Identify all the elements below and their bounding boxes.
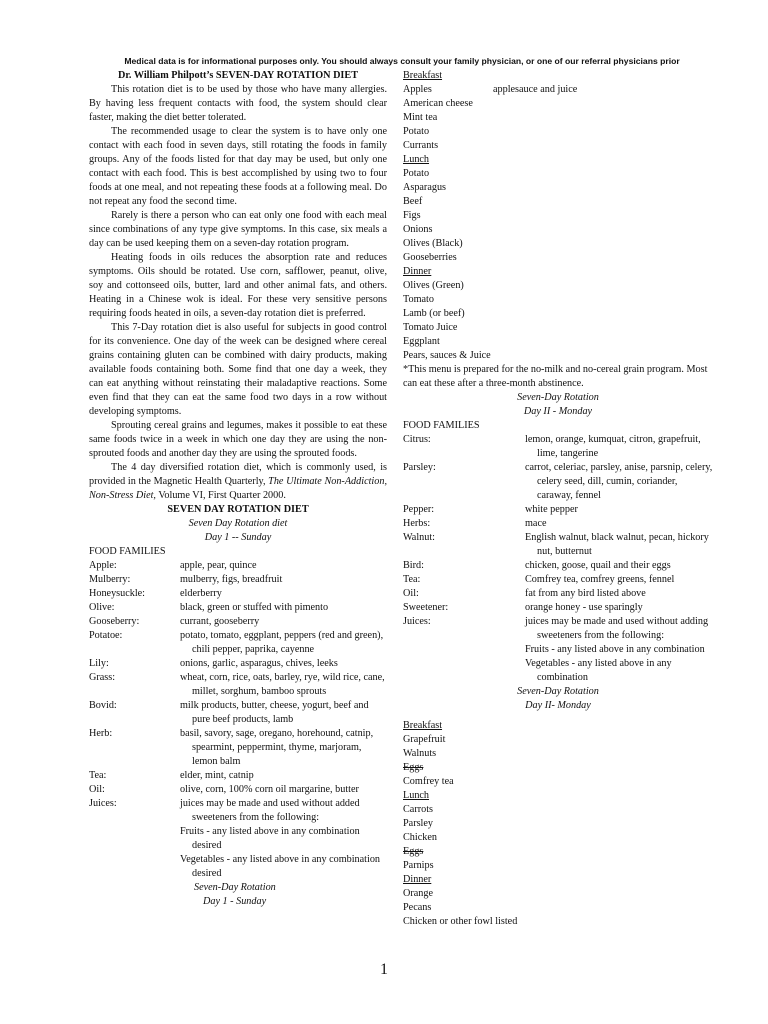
menu-item: American cheese [403, 98, 473, 109]
food-family-text: juices may be made and used without added sweeteners from the following: [180, 798, 360, 823]
food-family-members [180, 671, 387, 699]
food-family-name: Oil: [403, 588, 419, 599]
food-family-members [525, 573, 713, 587]
food-family-text: Fruits - any listed above in any combination desired [180, 826, 360, 851]
food-family-row [89, 671, 387, 699]
applesauce-note: applesauce and juice [493, 84, 578, 95]
food-family-name: Potatoe: [89, 630, 123, 641]
food-family-row [403, 601, 713, 615]
food-family-members [180, 559, 387, 573]
food-family-members [180, 587, 387, 601]
food-family-text: currant, gooseberry [180, 616, 260, 627]
menu-item: Pecans [403, 902, 432, 913]
day1-day-label: Day 1 -- Sunday [204, 532, 272, 543]
menu-item: Olives (Black) [403, 238, 463, 249]
breakfast-first-row [403, 83, 713, 97]
food-family-members [180, 601, 387, 615]
menu-item: Asparagus [403, 182, 447, 193]
menu-item: Figs [403, 210, 421, 221]
food-family-row [403, 615, 713, 685]
food-family-row [89, 727, 387, 769]
food-family-text: orange honey - use sparingly [525, 602, 643, 613]
day1-footer-day: Day 1 - Sunday [203, 896, 267, 907]
food-family-text: chicken, goose, quail and their eggs [525, 560, 671, 571]
food-family-members [525, 531, 713, 559]
ref-title: The Ultimate Non-Addiction, Non-Stress Diet, [89, 476, 387, 501]
food-family-row [89, 797, 387, 881]
food-family-text: fat from any bird listed above [525, 588, 646, 599]
food-family-text: wheat, corn, rice, oats, barley, rye, wild rice, cane, millet, sorghum, bamboo sprouts [180, 672, 385, 697]
food-family-name: Honeysuckle: [89, 588, 146, 599]
menu-item: Potato [403, 126, 430, 137]
food-family-name: Apple: [89, 560, 117, 571]
menu-item: Eggplant [403, 336, 440, 347]
ref-text: The 4 day diversified rotation diet, which is commonly used, is provided in the Magnetic Health Quarterly, [89, 462, 387, 487]
menu-note: *This menu is prepared for the no-milk and no-cereal grain program. Most can eat these after a three-month abstinence. [403, 364, 708, 389]
food-family-text: potato, tomato, eggplant, peppers (red and green), chili pepper, paprika, cayenne [180, 630, 384, 655]
menu-item: Parsley [403, 818, 433, 829]
food-family-members [180, 629, 387, 657]
day2-food-families [403, 433, 713, 685]
menu-item: Eggs [403, 846, 424, 857]
food-family-name: Mulberry: [89, 574, 131, 585]
food-family-text: Comfrey tea, comfrey greens, fennel [525, 574, 675, 585]
food-family-name: Herbs: [403, 518, 431, 529]
food-family-members [525, 461, 713, 503]
menu-item: Pears, sauces & Juice [403, 350, 491, 361]
food-family-text: olive, corn, 100% corn oil margarine, butter [180, 784, 359, 795]
food-family-text: mace [525, 518, 547, 529]
food-family-members [180, 573, 387, 587]
food-families-heading: FOOD FAMILIES [403, 420, 480, 431]
food-family-name: Juices: [403, 616, 431, 627]
food-family-name: Pepper: [403, 504, 435, 515]
food-family-text: Fruits - any listed above in any combination [525, 644, 705, 655]
food-family-row [89, 699, 387, 727]
food-family-name: Tea: [89, 770, 107, 781]
food-family-text: basil, savory, sage, oregano, horehound, catnip, spearmint, peppermint, thyme, marjoram, lemon balm [180, 728, 374, 767]
menu-item: Mint tea [403, 112, 438, 123]
food-family-text: apple, pear, quince [180, 560, 257, 571]
food-family-row [89, 601, 387, 615]
food-family-text: elderberry [180, 588, 222, 599]
menu-item: Chicken or other fowl listed [403, 916, 518, 927]
paragraph: Rarely is there a person who can eat only one food with each meal since combinations of any type give symptoms. In this case, six meals a day can be used keeping them on a seven-day rotation program. [89, 210, 387, 249]
menu-item: Beef [403, 196, 423, 207]
food-family-members [180, 727, 387, 769]
day1-lunch-list [403, 167, 713, 265]
dinner-heading: Dinner [403, 266, 432, 277]
food-family-row [89, 615, 387, 629]
menu-item: Olives (Green) [403, 280, 464, 291]
food-family-members [525, 559, 713, 573]
paragraph: The recommended usage to clear the system is to have only one contact with each food in seven days, still rotating the foods in family groups. Any of the foods listed for that day may be used, but only one contact with each food. This is best accomplished by using two to four foods at one meal, and not repeating these foods at a following meal. Do not repeat any food the second time. [89, 126, 387, 207]
menu-item: Onions [403, 224, 433, 235]
food-family-name: Citrus: [403, 434, 431, 445]
food-family-text: juices may be made and used without adding sweeteners from the following: [525, 616, 709, 641]
day2-day-label: Day II - Monday [523, 406, 593, 417]
food-family-members [525, 601, 713, 615]
food-family-row [89, 559, 387, 573]
page-number: 1 [380, 961, 388, 978]
food-family-name: Olive: [89, 602, 115, 613]
food-family-name: Tea: [403, 574, 421, 585]
disclaimer: Medical data is for informational purposes only. You should always consult your family physician, or one of our referral physicians prior [124, 56, 680, 66]
food-family-name: Sweetener: [403, 602, 449, 613]
food-family-name: Lily: [89, 658, 109, 669]
food-family-name: Bird: [403, 560, 424, 571]
menu-item: Eggs [403, 762, 424, 773]
food-family-members [180, 657, 387, 671]
food-family-text: mulberry, figs, breadfruit [180, 574, 283, 585]
food-family-row [403, 587, 713, 601]
food-family-name: Gooseberry: [89, 616, 140, 627]
day2-footer-day: Day II- Monday [525, 700, 591, 711]
menu-item: Walnuts [403, 748, 437, 759]
day1-subtitle: Seven Day Rotation diet [188, 518, 288, 529]
paragraph: Sprouting cereal grains and legumes, makes it possible to eat these same foods twice in a week in which one day they are using the non-sprouted foods and another day they are using the sprouted foods. [89, 420, 387, 459]
ref-text-end: Volume VI, First Quarter 2000. [155, 490, 286, 501]
day1-dinner-list [403, 279, 713, 363]
food-family-members [525, 433, 713, 461]
menu-item: Lamb (or beef) [403, 308, 465, 319]
right-column [403, 69, 713, 929]
food-family-row [403, 503, 713, 517]
food-family-text: elder, mint, catnip [180, 770, 254, 781]
food-family-text: Vegetables - any listed above in any combination [525, 658, 672, 683]
paragraph: This rotation diet is to be used by those who have many allergies. By having less frequent contacts with food, the system should clear faster, making the diet better tolerated. [89, 84, 387, 123]
breakfast-heading: Breakfast [403, 720, 443, 731]
food-family-members [525, 517, 713, 531]
menu-item: Carrots [403, 804, 433, 815]
menu-item: Tomato [403, 294, 434, 305]
day1-food-families [89, 559, 387, 881]
menu-item: Comfrey tea [403, 776, 454, 787]
food-family-row [403, 461, 713, 503]
dinner-heading: Dinner [403, 874, 432, 885]
food-family-row [403, 531, 713, 559]
diet-title: Dr. William Philpott’s SEVEN-DAY ROTATION DIET [117, 70, 358, 81]
food-family-members [525, 615, 713, 685]
food-family-row [89, 657, 387, 671]
menu-item: Grapefruit [403, 734, 446, 745]
day2-footer-title: Seven-Day Rotation [517, 686, 599, 697]
food-family-text: Vegetables - any listed above in any combination desired [180, 854, 381, 879]
food-family-members [525, 503, 713, 517]
food-family-text: onions, garlic, asparagus, chives, leeks [180, 658, 338, 669]
menu-item: Apples [403, 84, 432, 95]
food-family-row [89, 769, 387, 783]
menu-item: Gooseberries [403, 252, 457, 263]
left-column [89, 69, 387, 909]
menu-item: Parnips [403, 860, 434, 871]
food-family-row [89, 573, 387, 587]
food-family-name: Oil: [89, 784, 105, 795]
food-family-name: Juices: [89, 798, 117, 809]
food-family-name: Bovid: [89, 700, 117, 711]
food-family-row [403, 517, 713, 531]
food-family-name: Grass: [89, 672, 116, 683]
menu-item: Currants [403, 140, 439, 151]
day2-subtitle: Seven-Day Rotation [517, 392, 599, 403]
food-family-members [525, 587, 713, 601]
reference-paragraph [89, 461, 387, 503]
food-family-members [180, 797, 387, 881]
food-family-name: Herb: [89, 728, 113, 739]
food-family-members [180, 769, 387, 783]
paragraph: This 7-Day rotation diet is also useful for subjects in good control for its convenience. One day of the week can be designed where cereal grains containing gluten can be combined with dairy products, making available foods containing both. Some find that one day a week, they can eat anything without reinstating their maladaptive reactions. Some even find that they can eat the same food two days in a row without developing symptoms. [89, 322, 387, 417]
food-family-row [403, 559, 713, 573]
menu-item: Orange [403, 888, 433, 899]
food-family-row [89, 783, 387, 797]
day1-footer-title: Seven-Day Rotation [194, 882, 276, 893]
breakfast-heading: Breakfast [403, 70, 443, 81]
food-family-name: Walnut: [403, 532, 435, 543]
food-families-heading: FOOD FAMILIES [89, 546, 166, 557]
section-heading: SEVEN DAY ROTATION DIET [167, 504, 309, 515]
food-family-row [403, 433, 713, 461]
food-family-members [180, 783, 387, 797]
lunch-heading: Lunch [403, 154, 430, 165]
food-family-name: Parsley: [403, 462, 436, 473]
food-family-text: carrot, celeriac, parsley, anise, parsnip, celery, celery seed, dill, cumin, coriander, caraway, fennel [525, 462, 713, 501]
food-family-text: lemon, orange, kumquat, citron, grapefruit, lime, tangerine [525, 434, 701, 459]
menu-item: Potato [403, 168, 430, 179]
menu-item: Chicken [403, 832, 437, 843]
paragraph: Heating foods in oils reduces the absorption rate and reduces symptoms. Oils should be rotated. Use corn, safflower, peanut, olive, soy and cottonseed oils, butter, lard and other animal fats, and others. Heating in a Chinese wok is ideal. For these very sensitive persons requiring foods heated in oils, a seven-day rotation diet is preferred. [89, 252, 387, 319]
lunch-heading: Lunch [403, 790, 430, 801]
food-family-row [89, 629, 387, 657]
food-family-row [403, 573, 713, 587]
menu-item: Tomato Juice [403, 322, 458, 333]
food-family-text: English walnut, black walnut, pecan, hickory nut, butternut [525, 532, 709, 557]
food-family-text: white pepper [525, 504, 578, 515]
food-family-row [89, 587, 387, 601]
food-family-text: milk products, butter, cheese, yogurt, beef and pure beef products, lamb [180, 700, 369, 725]
food-family-members [180, 615, 387, 629]
food-family-text: black, green or stuffed with pimento [180, 602, 329, 613]
food-family-members [180, 699, 387, 727]
